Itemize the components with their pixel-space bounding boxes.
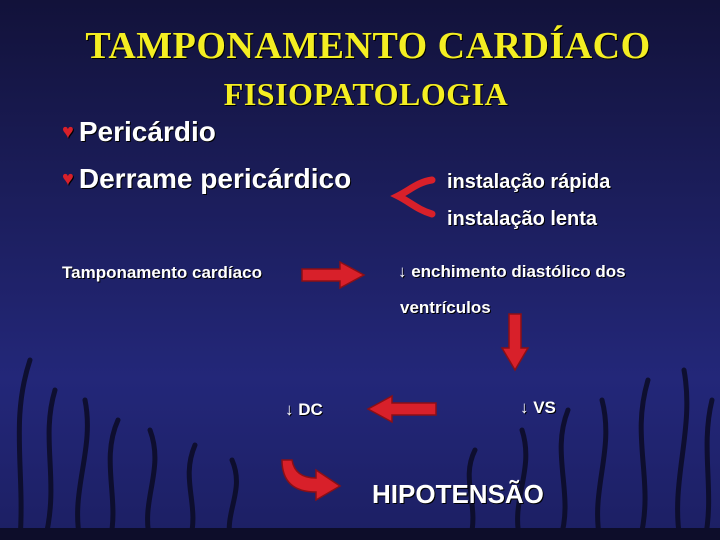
flow-effect-line1: ↓ enchimento diastólico dos: [398, 262, 626, 281]
heart-icon: ♥: [62, 168, 74, 190]
branch-fast: instalação rápida: [447, 171, 611, 193]
branch-arrow-icon: [388, 174, 438, 220]
bullet-derrame: [62, 163, 351, 195]
bullet-text: Derrame pericárdico: [78, 163, 352, 194]
flow-result: HIPOTENSÃO: [372, 479, 544, 509]
right-arrow-icon: [300, 260, 366, 290]
heart-icon: ♥: [62, 121, 74, 143]
left-arrow-icon: [366, 394, 438, 424]
flow-dc: ↓ DC: [285, 400, 323, 419]
flow-cause: Tamponamento cardíaco: [62, 263, 262, 282]
bullet-text: Pericárdio: [78, 116, 216, 147]
bullet-pericardio: [62, 116, 216, 148]
flow-effect-line2: ventrículos: [400, 298, 491, 317]
slide-subtitle: FISIOPATOLOGIA: [223, 76, 509, 112]
slide-title: TAMPONAMENTO CARDÍACO: [85, 25, 651, 67]
curved-arrow-icon: [278, 456, 344, 504]
down-arrow-icon: [500, 312, 530, 372]
branch-slow: instalação lenta: [447, 208, 598, 230]
flow-vs: ↓ VS: [520, 398, 556, 417]
